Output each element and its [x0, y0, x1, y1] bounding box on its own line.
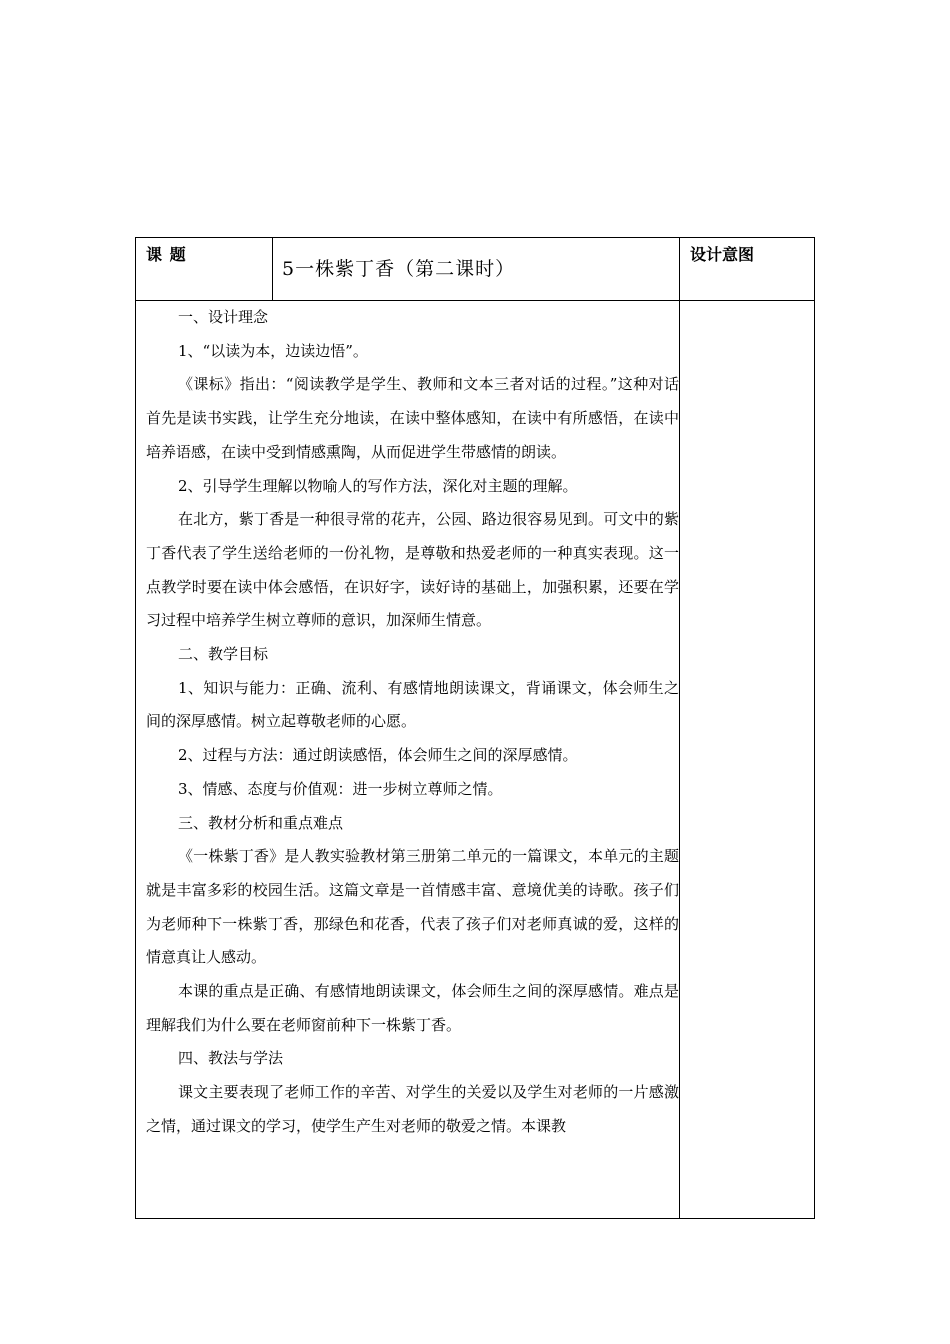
lesson-plan-table	[135, 237, 815, 1219]
column-divider-2	[679, 238, 680, 1218]
section-heading-material-analysis: 三、教材分析和重点难点	[178, 813, 344, 832]
paragraph: 2、过程与方法：通过朗读感悟，体会师生之间的深厚感情。	[178, 746, 578, 765]
lesson-title: 5一株紫丁香（第二课时）	[282, 258, 516, 280]
section-heading-methods: 四、教法与学法	[178, 1049, 284, 1068]
paragraph: 1、知识与能力：正确、流利、有感情地朗读课文，背诵课文，体会师生之间的深厚感情。树立起尊敬老师的心愿。	[146, 678, 679, 731]
paragraph: 课文主要表现了老师工作的辛苦、对学生的关爱以及学生对老师的一片感激之情，通过课文的学习，使学生产生对老师的敬爱之情。本课教	[146, 1083, 679, 1135]
design-intent-heading: 设计意图	[690, 245, 755, 264]
lesson-content	[146, 301, 679, 1144]
section-heading-design-concept: 一、设计理念	[178, 308, 269, 326]
paragraph: 本课的重点是正确、有感情地朗读课文，体会师生之间的深厚感情。难点是理解我们为什么要在老师窗前种下一株紫丁香。	[146, 982, 679, 1034]
paragraph: 《课标》指出：“阅读教学是学生、教师和文本三者对话的过程。”这种对话首先是读书实践，让学生充分地读，在读中整体感知，在读中有所感悟，在读中培养语感，在读中受到情感熏陶，从而促进学生带感情的朗读。	[146, 375, 679, 461]
column-divider-1	[272, 238, 273, 301]
paragraph: 在北方，紫丁香是一种很寻常的花卉，公园、路边很容易见到。可文中的紫丁香代表了学生送给老师的一份礼物，是尊敬和热爱老师的一种真实表现。这一点教学时要在读中体会感悟，在识好字，读好诗的基础上，加强积累，还要在学习过程中培养学生树立尊师的意识，加深师生情意。	[146, 510, 679, 630]
topic-label: 课 题	[146, 245, 187, 264]
paragraph: 1、“以读为本，边读边悟”。	[178, 341, 368, 360]
paragraph: 2、引导学生理解以物喻人的写作方法，深化对主题的理解。	[178, 476, 578, 495]
paragraph: 《一株紫丁香》是人教实验教材第三册第二单元的一篇课文，本单元的主题就是丰富多彩的校园生活。这篇文章是一首情感丰富、意境优美的诗歌。孩子们为老师种下一株紫丁香，那绿色和花香，代表了孩子们对老师真诚的爱，这样的情意真让人感动。	[146, 847, 679, 967]
paragraph: 3、情感、态度与价值观：进一步树立尊师之情。	[178, 779, 503, 798]
section-heading-teaching-goals: 二、教学目标	[178, 645, 269, 664]
